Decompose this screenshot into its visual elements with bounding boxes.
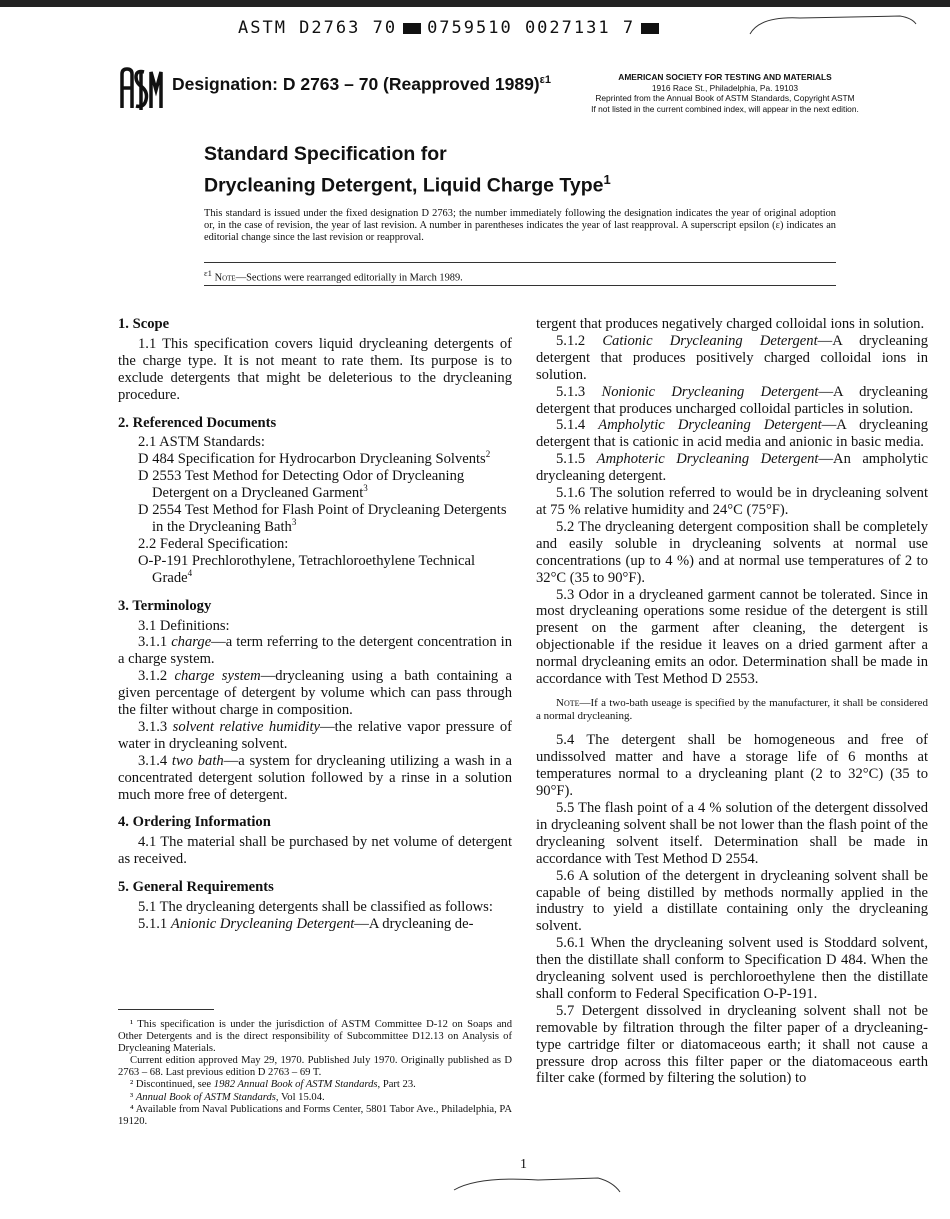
designation [172, 74, 551, 95]
note-label: Note [556, 696, 580, 709]
footnote-rule [118, 1009, 214, 1010]
definition-term: two bath [171, 752, 224, 769]
definition [536, 417, 928, 451]
definition-text: —A drycleaning detergent that is cationic in acid media and anionic in basic media. [536, 417, 928, 451]
divider [204, 285, 836, 286]
footnote-text: ² Discontinued, see [130, 1079, 214, 1091]
designation-sup: ε1 [539, 74, 551, 87]
definition-term: Cationic Drycleaning Detergent [602, 332, 818, 349]
paragraph: 1.1 This specification covers liquid drycleaning detergents of the charge type. It is not meant to rate them. Its purpose is to exclude detergents that might be deleterious to the drycleaning procedure. [118, 335, 512, 403]
definition-term: Ampholytic Drycleaning Detergent [598, 417, 822, 434]
definition-text: —An ampholytic drycleaning detergent. [536, 451, 928, 485]
editorial-note [204, 268, 463, 283]
footnote-text: , Vol 15.04. [275, 1091, 325, 1103]
reference-sup: 4 [187, 567, 193, 578]
definition [118, 719, 512, 753]
footnote: Current edition approved May 29, 1970. Published July 1970. Originally published as D 2763 – 68. Last previous edition D 2763 – 69 T. [118, 1055, 512, 1079]
definition-number: 5.1.2 [556, 332, 586, 349]
reference-text: D 484 Specification for Hydrocarbon Drycleaning Solvents [138, 451, 486, 468]
definition-number: 3.1.4 [138, 752, 168, 769]
section-heading: 4. Ordering Information [118, 814, 271, 831]
header-code-part1: ASTM D2763 70 [238, 18, 398, 38]
astm-logo-icon [118, 66, 164, 112]
note [536, 697, 928, 723]
reference-sup: 3 [291, 517, 297, 528]
definition-number: 3.1.1 [138, 634, 168, 651]
editorial-note-text: —Sections were rearranged editorially in March 1989. [235, 272, 463, 284]
reference-item [138, 451, 512, 468]
paragraph: 5.7 Detergent dissolved in drycleaning solvent shall not be removable by filtration through the filter paper of a drycleaning-type cartridge filter or diatomaceous earth; it shall not cause a pressure drop across this filter paper or the diatomaceous earth filter cake (formed by filtering the solution) to [536, 1002, 928, 1087]
divider [204, 262, 836, 263]
definition-term: Nonionic Drycleaning Detergent [601, 383, 819, 400]
header-code-part2: 0759510 0027131 7 [427, 18, 636, 38]
definition-text: —A drycleaning detergent that produces positively charged colloidal ions in solution. [536, 332, 928, 383]
preamble: This standard is issued under the fixed designation D 2763; the number immediately following the designation indicates the year of original adoption or, in the case of revision, the year of last revision. A number in parentheses indicates the year of last reapproval. A superscript epsilon (ε) indicates an editorial change since the last revision or reapproval. [204, 208, 836, 244]
paragraph: 5.6 A solution of the detergent in drycleaning solvent shall be capable of being distilled by methods normally applied in the industry to yield a distillate containing only the drycleaning solvent. [536, 867, 928, 935]
definition-number: 5.1.1 [138, 916, 168, 932]
section-heading: 2. Referenced Documents [118, 414, 277, 431]
paragraph: tergent that produces negatively charged colloidal ions in solution. [536, 316, 925, 332]
reference-item [138, 502, 512, 536]
designation-text: Designation: D 2763 – 70 (Reapproved 1989) [172, 74, 540, 94]
definition-number: 3.1.3 [138, 718, 168, 735]
definition-number: 5.1.3 [556, 383, 586, 400]
paragraph: 4.1 The material shall be purchased by net volume of detergent as received. [118, 834, 512, 868]
reference-text: D 2553 Test Method for Detecting Odor of Drycleaning Detergent on a Drycleaned Garment [138, 468, 465, 502]
footnote [118, 1079, 512, 1091]
reference-sup: 3 [363, 483, 368, 494]
definition [118, 668, 512, 719]
definition-term: charge system [174, 668, 261, 685]
page-number: 1 [520, 1157, 527, 1172]
subsection: 2.1 ASTM Standards: [138, 434, 265, 451]
footnote-text: , Part 23. [377, 1079, 416, 1091]
reference-sup: 2 [485, 449, 491, 460]
definition-text: —the relative vapor pressure of water in drycleaning solvent. [118, 718, 512, 752]
note-text: —If a two-bath useage is specified by the manufacturer, it shall be considered a normal drycleaning. [536, 696, 928, 723]
footnote-italic: 1982 Annual Book of ASTM Standards [213, 1079, 378, 1091]
definition [118, 634, 512, 668]
page-title [204, 142, 611, 199]
section-heading: 1. Scope [118, 316, 170, 332]
definition-term: charge [171, 634, 212, 651]
paragraph [118, 434, 512, 451]
footnote-italic: Annual Book of ASTM Standards [135, 1091, 276, 1103]
definition-number: 5.1.4 [556, 417, 586, 434]
society-name: AMERICAN SOCIETY FOR TESTING AND MATERIALS [618, 72, 832, 82]
footnote: ¹ This specification is under the jurisdiction of ASTM Committee D-12 on Soaps and Other Detergents and is the direct responsibility of Subcommittee D12.13 on Analysis of Drycleaning Materials. [118, 1019, 512, 1055]
right-column [536, 316, 928, 1087]
definition [118, 916, 512, 933]
pen-mark [448, 1170, 628, 1200]
pen-mark [740, 10, 920, 40]
footnote [118, 1092, 512, 1104]
definition-text: —drycleaning using a bath containing a given percentage of detergent by volume which can pass through the filter without charge in composition. [118, 668, 513, 719]
editorial-note-mark: ε1 [204, 268, 212, 278]
title-line1: Standard Specification for [204, 143, 447, 165]
definition-number: 3.1.2 [138, 668, 168, 685]
definition-text: —a term referring to the detergent concentration in a charge system. [118, 634, 512, 668]
paragraph: 5.1.6 The solution referred to would be in drycleaning solvent at 75 % relative humidity and 24°C (75°F). [536, 485, 928, 518]
society-listing: If not listed in the current combined index, will appear in the next edition. [591, 103, 859, 114]
definition-term: Anionic Drycleaning Detergent [170, 916, 355, 932]
society-reprint: Reprinted from the Annual Book of ASTM Standards, Copyright ASTM [595, 93, 855, 103]
section-heading: 5. General Requirements [118, 879, 274, 896]
section-heading: 3. Terminology [118, 597, 212, 614]
definition-term: Amphoteric Drycleaning Detergent [596, 451, 819, 468]
definition [536, 333, 928, 384]
paragraph: 5.6.1 When the drycleaning solvent used is Stoddard solvent, then the distillate shall conform to Specification D 484. When the drycleaning solvent used is perchloroethylene then the distillate shall conform to Federal Specification O-P-191. [536, 935, 928, 1002]
redaction-block [641, 23, 659, 34]
paragraph: 5.1 The drycleaning detergents shall be classified as follows: [138, 899, 493, 916]
paragraph: 2.2 Federal Specification: [138, 535, 289, 552]
title-line2: Drycleaning Detergent, Liquid Charge Type [204, 174, 604, 197]
paragraph: 3.1 Definitions: [138, 617, 230, 634]
reference-text: D 2554 Test Method for Flash Point of Drycleaning Detergents in the Drycleaning Bath [138, 502, 507, 535]
definition-text: —A drycleaning detergent that produces uncharged colloidal particles in solution. [536, 383, 928, 417]
footnotes [118, 1019, 512, 1128]
society-address: 1916 Race St., Philadelphia, Pa. 19103 [651, 82, 799, 93]
paragraph: 5.3 Odor in a drycleaned garment cannot be tolerated. Since in most drycleaning operations some residue of the detergent is still present on the garment after cleaning, the detergent is objectionable if the residue it leaves on a dried garment after a normal drycleaning emits an odor. Determination shall be made in accordance with Test Method D 2553. [536, 586, 928, 688]
definition [536, 451, 928, 485]
header-code [238, 18, 665, 38]
paragraph: 5.5 The flash point of a 4 % solution of the detergent dissolved in drycleaning solvent shall be not lower than the flash point of the drycleaning solvent itself. Determination shall be made in accordance with Test Method D 2554. [536, 799, 928, 867]
editorial-note-label: Note [214, 272, 236, 284]
top-scan-bar [0, 0, 950, 7]
paragraph: 5.2 The drycleaning detergent composition shall be completely and easily soluble in drycleaning solvents at normal use concentrations (up to 4 %) and at normal use temperatures of 2 to 32°C (35 to 90°F). [536, 518, 928, 586]
reference-item [138, 553, 512, 587]
left-column [118, 316, 512, 933]
definition [118, 753, 512, 804]
society-block [560, 72, 890, 114]
reference-text: O-P-191 Prechlorothylene, Tetrachloroethylene Technical Grade [138, 552, 476, 586]
definition-term: solvent relative humidity [172, 718, 320, 735]
definition-number: 5.1.5 [556, 451, 586, 468]
footnote: ⁴ Available from Naval Publications and Forms Center, 5801 Tabor Ave., Philadelphia, PA 19120. [118, 1103, 512, 1127]
definition [536, 384, 928, 418]
paragraph: 5.4 The detergent shall be homogeneous and free of undissolved matter and have a storage life of 6 months at temperatures normal to a drycleaning plant (2 to 32°C) (35 to 90°F). [536, 732, 928, 800]
redaction-block [403, 23, 421, 34]
reference-item [138, 468, 512, 502]
footnote-text: ³ [130, 1091, 136, 1103]
definition-text: —A drycleaning de- [354, 916, 474, 932]
title-sup: 1 [603, 172, 611, 187]
definition-text: —a system for drycleaning utilizing a wash in a concentrated detergent solution followed by a rinse in a solution much more free of detergent. [118, 752, 512, 803]
